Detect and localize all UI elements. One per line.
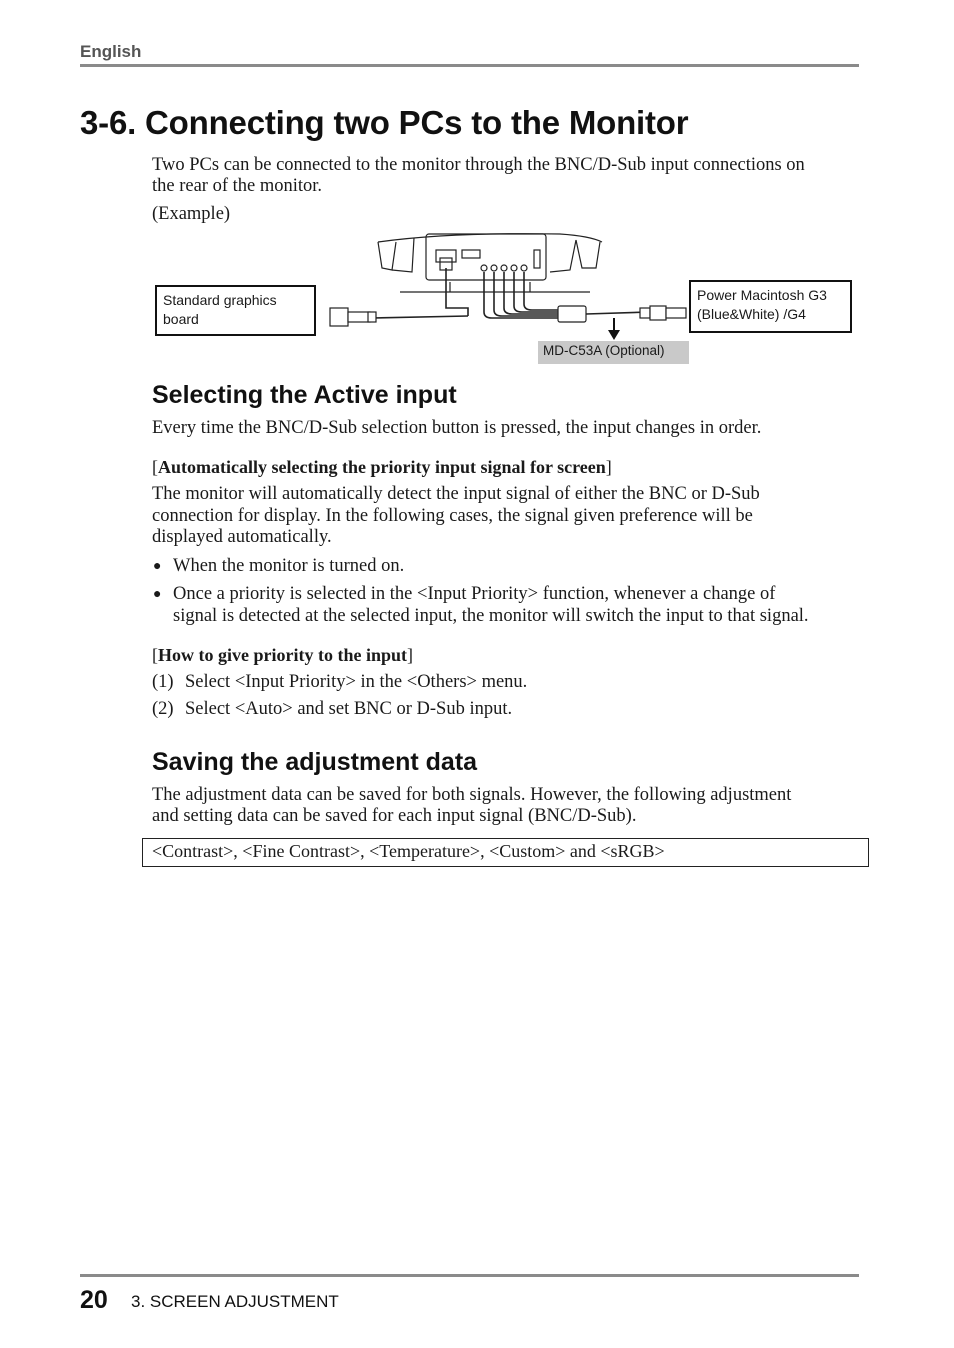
saving-text-line-2: and setting data can be saved for each input signal (BNC/D-Sub). (152, 806, 637, 826)
saved-items-box: <Contrast>, <Fine Contrast>, <Temperature>, <Custom> and <sRGB> (142, 838, 869, 867)
heading-saving-adjustment-data: Saving the adjustment data (152, 748, 478, 776)
page-number: 20 (80, 1286, 108, 1314)
adapter-box (558, 306, 586, 322)
heading-selecting-active-input: Selecting the Active input (152, 381, 457, 409)
right-dsub-connector (640, 306, 686, 320)
step-1: Select <Input Priority> in the <Others> menu. (185, 672, 528, 692)
label-left-line-1: Standard graphics (163, 292, 277, 308)
intro-line-2: the rear of the monitor. (152, 176, 323, 196)
label-adapter-optional: MD-C53A (Optional) (538, 341, 689, 364)
auto-text-line-2: connection for display. In the following cases, the signal given preference will be (152, 506, 753, 526)
adapter-arrow (608, 318, 620, 340)
active-input-text: Every time the BNC/D-Sub selection button is pressed, the input changes in order. (152, 418, 762, 438)
footer-section-title: 3. SCREEN ADJUSTMENT (131, 1292, 339, 1311)
cables (372, 268, 650, 318)
auto-text-line-3: displayed automatically. (152, 527, 332, 547)
step-2: Select <Auto> and set BNC or D-Sub input. (185, 699, 513, 719)
left-dsub-connector (330, 308, 376, 326)
bullet-item-2-line-2: signal is detected at the selected input, the monitor will switch the input to that signal. (173, 606, 809, 626)
page-title: 3-6. Connecting two PCs to the Monitor (80, 104, 689, 141)
label-right-line-2: (Blue&White) /G4 (697, 306, 806, 322)
bullet-item-1: When the monitor is turned on. (173, 556, 405, 576)
monitor-rear-illustration (378, 234, 602, 292)
bullet-item-2-line-1: Once a priority is selected in the <Input Priority> function, whenever a change of (173, 584, 776, 604)
priority-heading: [How to give priority to the input] (152, 645, 413, 665)
step-2-number: (2) (152, 699, 174, 719)
auto-text-line-1: The monitor will automatically detect the input signal of either the BNC or D-Sub (152, 484, 760, 504)
bullet-marker: ● (153, 559, 162, 574)
label-left-line-2: board (163, 311, 199, 327)
header-rule (80, 64, 859, 67)
label-right-line-1: Power Macintosh G3 (697, 287, 827, 303)
header-language: English (80, 42, 142, 61)
label-standard-graphics-board (155, 285, 316, 336)
priority-heading-text: How to give priority to the input (158, 645, 407, 665)
step-1-number: (1) (152, 672, 174, 692)
intro-line-1: Two PCs can be connected to the monitor through the BNC/D-Sub input connections on (152, 155, 805, 175)
auto-select-heading: [Automatically selecting the priority input signal for screen] (152, 457, 612, 477)
footer-rule (80, 1274, 859, 1277)
auto-select-heading-text: Automatically selecting the priority input signal for screen (158, 457, 606, 477)
bullet-marker: ● (153, 587, 162, 602)
label-power-macintosh (689, 280, 852, 333)
example-label: (Example) (152, 204, 231, 224)
saving-text-line-1: The adjustment data can be saved for both signals. However, the following adjustment (152, 785, 792, 805)
